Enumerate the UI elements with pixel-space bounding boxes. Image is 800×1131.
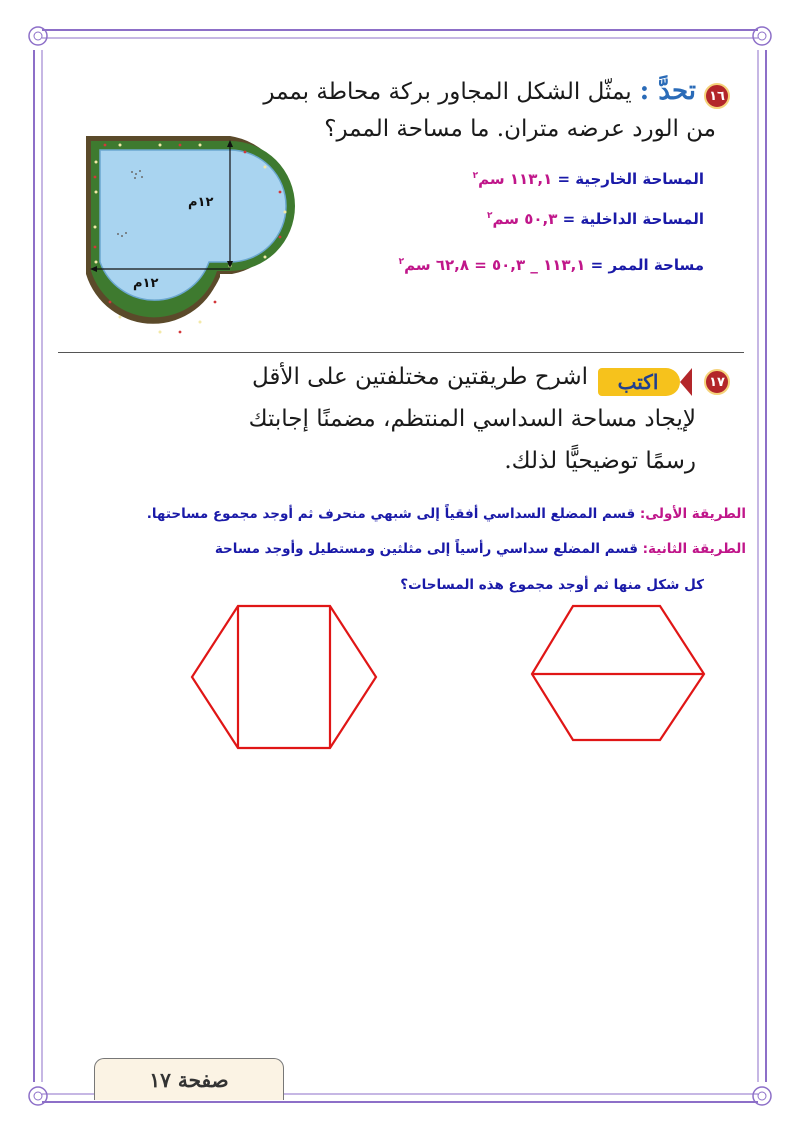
inner-area-label: المساحة الداخلية = [557, 210, 704, 228]
outer-area-exponent: ٢ [472, 171, 479, 181]
inner-area-value: ٥٠,٣ سم [492, 210, 558, 228]
hexagon-horizontal-split [528, 600, 708, 746]
inner-area-exponent: ٢ [486, 211, 493, 221]
method-2-continuation: كل شكل منها ثم أوجد مجموع هذه المساحات؟ [400, 577, 704, 593]
outer-area-answer [473, 170, 704, 188]
path-area-exponent: ٢ [398, 257, 405, 267]
pool-figure [80, 132, 305, 350]
path-area-answer [399, 256, 704, 274]
section-divider [58, 352, 744, 353]
hexagon-vertical-split [188, 600, 382, 754]
problem-16-text-line-1: يمثّل الشكل المجاور بركة محاطة بممر [263, 79, 632, 105]
page-number-tab [94, 1058, 284, 1100]
vertical-dimension-label: ١٢م [188, 195, 214, 210]
problem-16-text-line-2: من الورد عرضه متران. ما مساحة الممر؟ [324, 116, 716, 142]
challenge-keyword: تحدَّ : [639, 76, 696, 106]
problem-17-text-line-2: لإيجاد مساحة السداسي المنتظم، مضمنًا إجابتك [248, 406, 696, 432]
outer-area-label: المساحة الخارجية = [552, 170, 704, 188]
method-1-label: الطريقة الأولى: [639, 506, 746, 522]
method-2-label: الطريقة الثانية: [642, 541, 746, 557]
path-area-value: ١١٣,١ _ ٥٠,٣ = ٦٢,٨ سم [404, 256, 586, 274]
problem-17-text-line-1: اشرح طريقتين مختلفتين على الأقل [251, 364, 588, 390]
horizontal-dimension-label: ١٢م [133, 276, 159, 291]
problem-16-number: ١٦ [709, 88, 725, 104]
problem-16-first-line [263, 76, 696, 106]
method-2-line [215, 541, 746, 557]
problem-17-text-line-3: رسمًا توضيحيًّا لذلك. [504, 448, 696, 474]
write-badge [598, 368, 680, 396]
hexagon-vertical-outline [192, 606, 376, 748]
write-badge-tip [680, 368, 692, 396]
problem-17-number-badge [704, 369, 730, 395]
inner-area-answer [487, 210, 704, 228]
method-1-line [147, 506, 746, 522]
path-area-label: مساحة الممر = [585, 256, 704, 274]
outer-area-value: ١١٣,١ سم [478, 170, 553, 188]
problem-16-number-badge [704, 83, 730, 109]
page-number: صفحة ١٧ [149, 1067, 229, 1092]
pool-water [100, 150, 286, 300]
method-1-text: قسم المضلع السداسي أفقياً إلى شبهي منحرف ثم أوجد مجموع مساحتها. [146, 506, 640, 522]
method-2-text: قسم المضلع سداسي رأسياً إلى مثلثين ومستطيل وأوجد مساحة [214, 541, 643, 557]
write-badge-label: اكتب [617, 370, 659, 394]
problem-17-number: ١٧ [709, 374, 725, 390]
